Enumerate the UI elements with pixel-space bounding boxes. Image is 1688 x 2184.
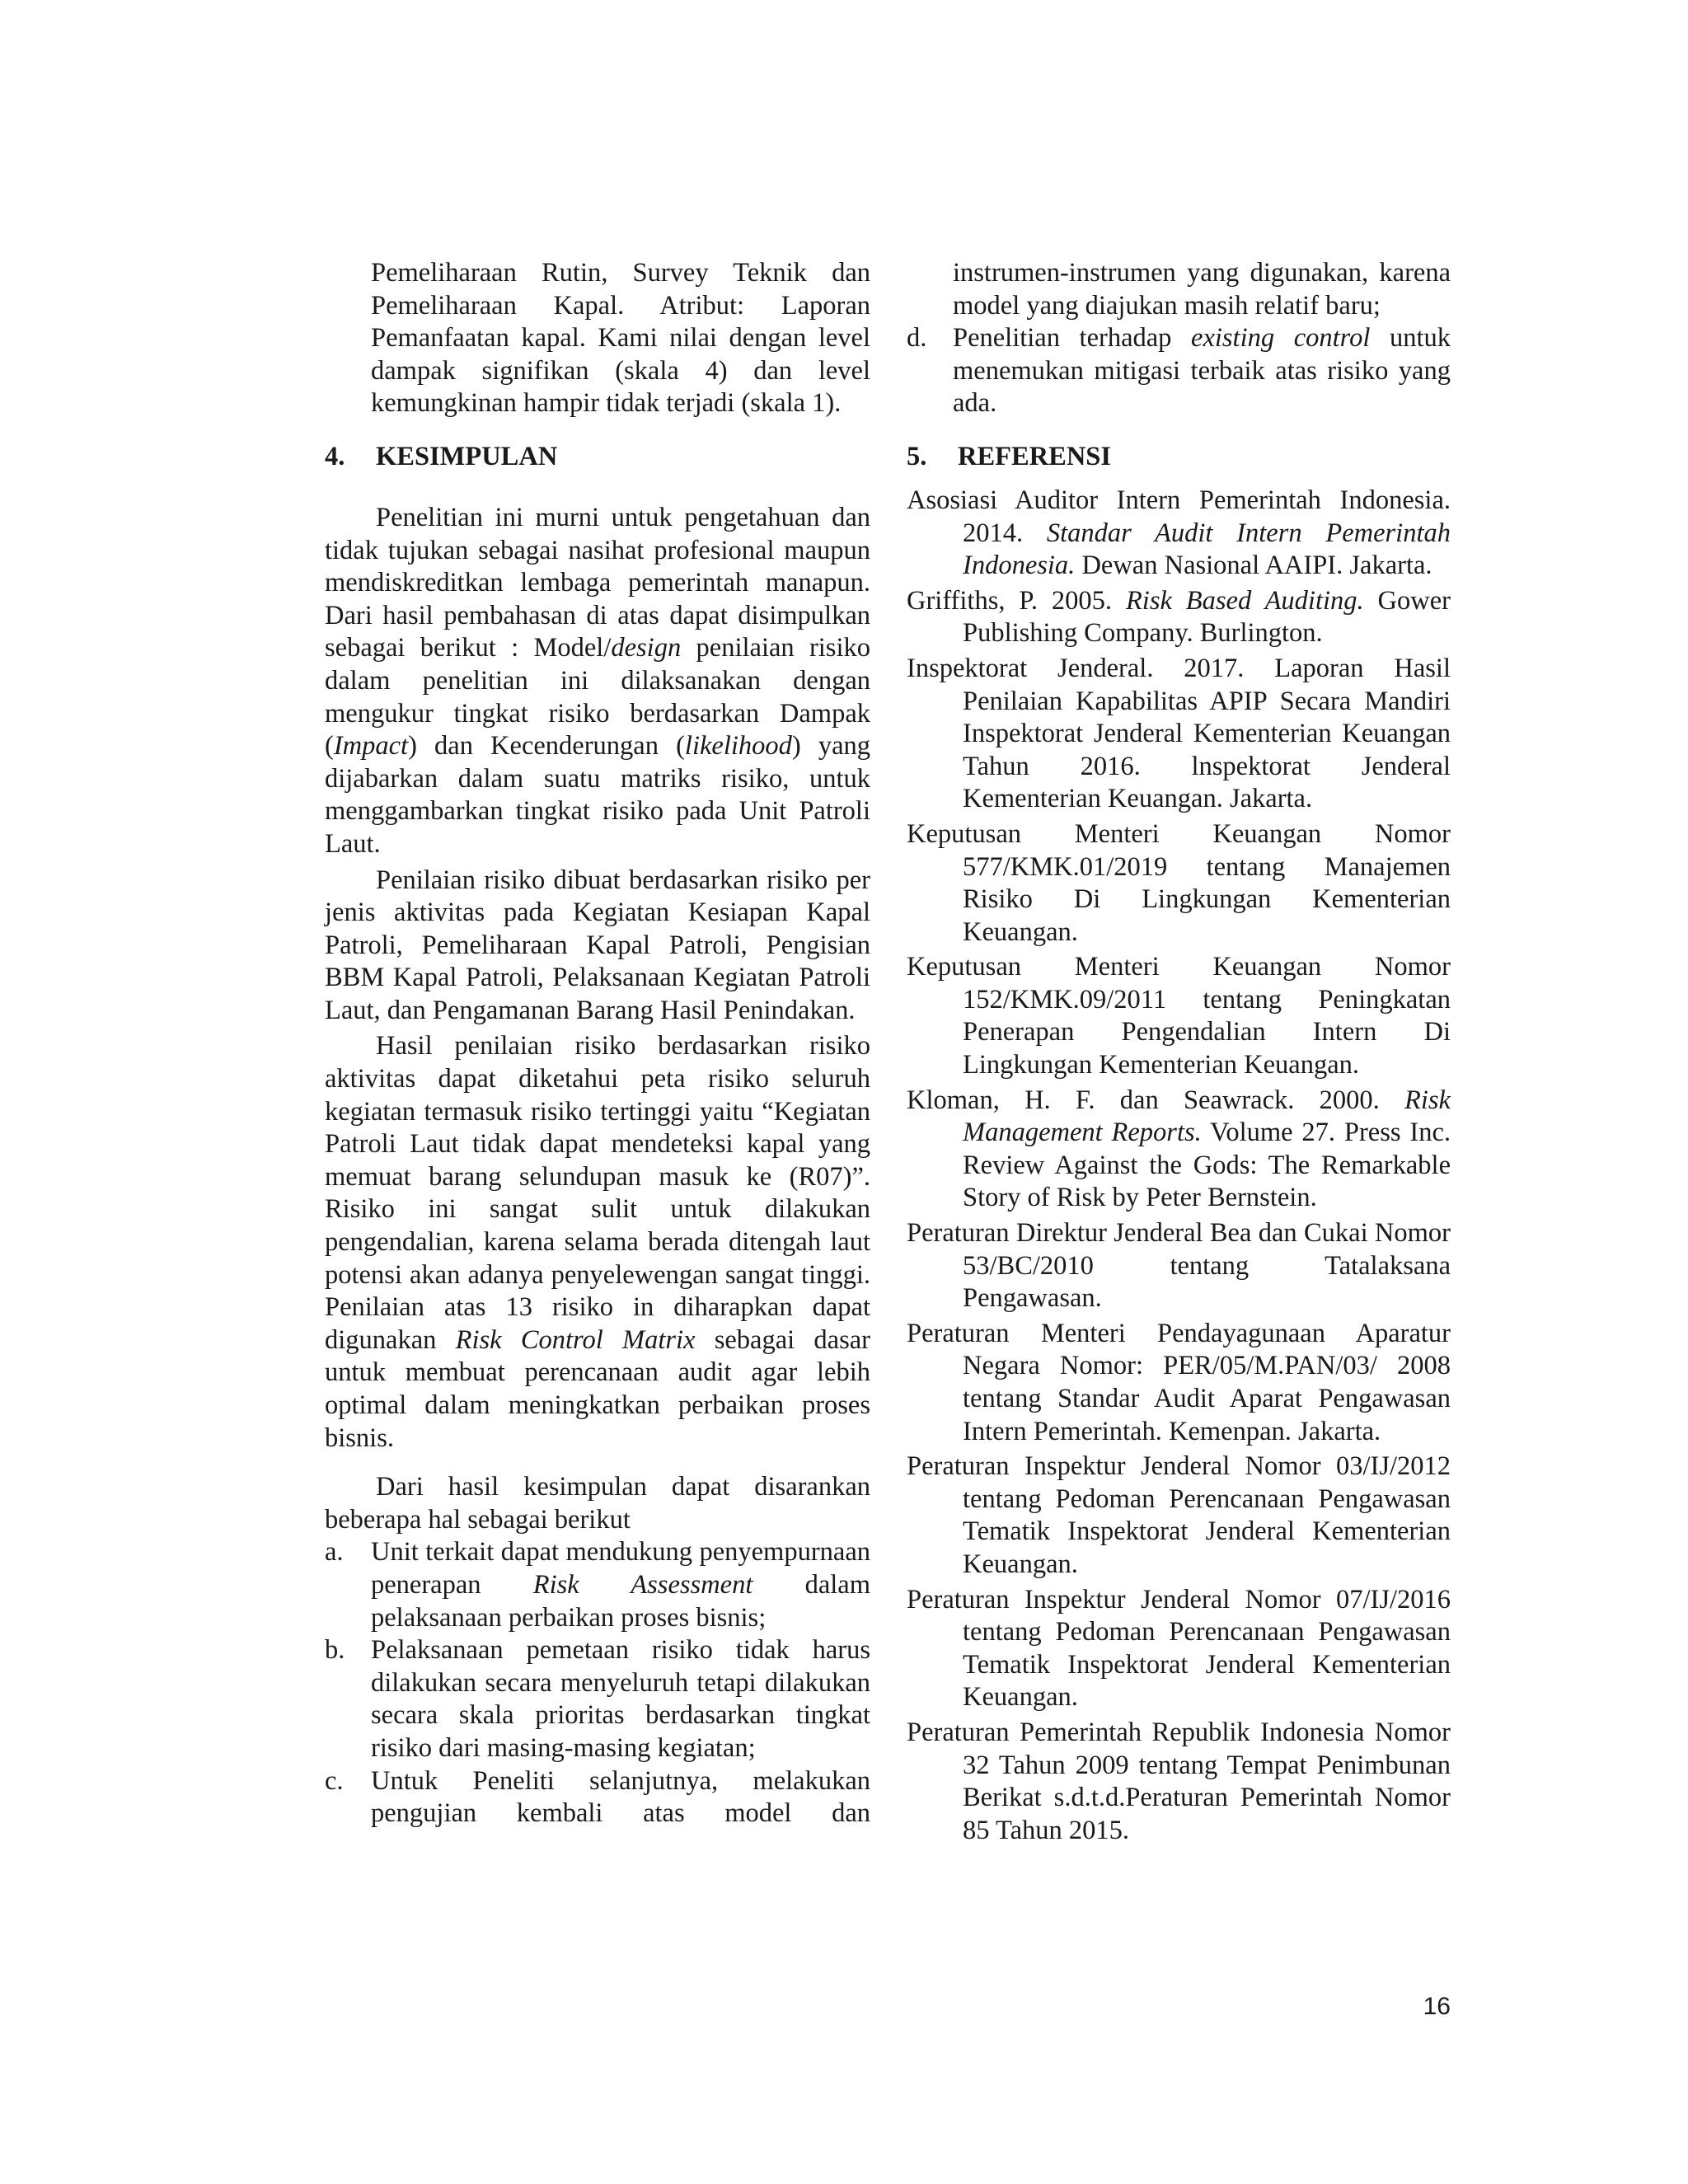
list-marker: d. [907,323,927,354]
section-title: REFERENSI [958,441,1112,471]
section-number: 4. [325,441,345,471]
section-heading-referensi [907,440,1451,473]
list-item-text: Untuk Peneliti selanjutnya, melakukan pengujian kembali atas model dan [371,1765,870,1829]
reference-entry: Kloman, H. F. dan Seawrack. 2000. Risk Management Reports. Volume 27. Press Inc. Review Against the Gods: The Remarkable Story of Risk by Peter Bernstein. [907,1085,1451,1213]
reference-entry: Peraturan Menteri Pendayagunaan Aparatur Negara Nomor: PER/05/M.PAN/03/ 2008 tentang Standar Audit Aparat Pengawasan Intern Pemerintah. Kemenpan. Jakarta. [907,1318,1451,1446]
list-marker: a. [325,1537,344,1568]
reference-entry: Asosiasi Auditor Intern Pemerintah Indonesia. 2014. Standar Audit Intern Pemerintah Indonesia. Dewan Nasional AAIPI. Jakarta. [907,485,1451,581]
list-marker: b. [325,1635,345,1666]
reference-entry: Inspektorat Jenderal. 2017. Laporan Hasil Penilaian Kapabilitas APIP Secara Mandiri Inspektorat Jenderal Kementerian Keuangan Tahun 2016. lnspektorat Jenderal Kementerian Keuangan. Jakarta. [907,653,1451,814]
section-number: 5. [907,441,927,471]
reference-entry: Keputusan Menteri Keuangan Nomor 152/KMK.09/2011 tentang Peningkatan Penerapan Pengendalian Intern Di Lingkungan Kementerian Keuangan. [907,952,1451,1080]
list-item [907,322,1451,420]
left-column [325,257,870,1830]
reference-entry: Peraturan Inspektur Jenderal Nomor 03/IJ/2012 tentang Pedoman Perencanaan Pengawasan Tematik Inspektorat Jenderal Kementerian Keuangan. [907,1451,1451,1579]
conclusion-paragraph-1: Penelitian ini murni untuk pengetahuan dan tidak tujukan sebagai nasihat profesional maupun mendiskreditkan lembaga pemerintah manapun. Dari hasil pembahasan di atas dapat disimpulkan sebagai berikut : Model/design penilaian risiko dalam penelitian ini dilaksanakan dengan mengukur tingkat risiko berdasarkan Dampak (Impact) dan Kecenderungan (likelihood) yang dijabarkan dalam suatu matriks risiko, untuk menggambarkan tingkat risiko pada Unit Patroli Laut. [325,502,871,859]
continued-paragraph: Pemeliharaan Rutin, Survey Teknik dan Pemeliharaan Kapal. Atribut: Laporan Pemanfaatan kapal. Kami nilai dengan level dampak signifikan (skala 4) dan level kemungkinan hampir tidak terjadi (skala 1). [371,258,870,419]
reference-entry: Griffiths, P. 2005. Risk Based Auditing. Gower Publishing Company. Burlington. [907,585,1451,649]
section-title: KESIMPULAN [376,441,558,471]
list-item [325,1634,870,1765]
continued-list-text: instrumen-instrumen yang digunakan, karena model yang diajukan masih relatif baru; [953,258,1451,321]
reference-entry: Keputusan Menteri Keuangan Nomor 577/KMK.01/2019 tentang Manajemen Risiko Di Lingkungan Kementerian Keuangan. [907,818,1451,947]
conclusion-paragraph-2: Penilaian risiko dibuat berdasarkan risiko per jenis aktivitas pada Kegiatan Kesiapan Kapal Patroli, Pemeliharaan Kapal Patroli, Pengisian BBM Kapal Patroli, Pelaksanaan Kegiatan Patroli Laut, dan Pengamanan Barang Hasil Penindakan. [325,865,870,1025]
list-marker: c. [325,1765,344,1796]
reference-entry: Peraturan Pemerintah Republik Indonesia Nomor 32 Tahun 2009 tentang Tempat Penimbunan Berikat s.d.t.d.Peraturan Pemerintah Nomor 85 Tahun 2015. [907,1717,1451,1845]
reference-list [907,485,1451,1847]
list-item-text: Unit terkait dapat mendukung penyempurnaan penerapan Risk Assessment dalam pelaksanaan perbaikan proses bisnis; [371,1537,870,1633]
conclusion-paragraph-3: Hasil penilaian risiko berdasarkan risiko aktivitas dapat diketahui peta risiko seluruh kegiatan termasuk risiko tertinggi yaitu “Kegiatan Patroli Laut tidak dapat mendeteksi kapal yang memuat barang selundupan masuk ke (R07)”. Risiko ini sangat sulit untuk dilakukan pengendalian, karena selama berada ditengah laut potensi akan adanya penyelewengan sangat tinggi. Penilaian atas 13 risiko in diharapkan dapat digunakan Risk Control Matrix sebagai dasar untuk membuat perencanaan audit agar lebih optimal dalam meningkatkan perbaikan proses bisnis. [325,1031,871,1453]
reference-entry: Peraturan Inspektur Jenderal Nomor 07/IJ/2016 tentang Pedoman Perencanaan Pengawasan Tematik Inspektorat Jenderal Kementerian Keuangan. [907,1584,1451,1713]
right-column [907,257,1451,1849]
list-item-text: Pelaksanaan pemetaan risiko tidak harus dilakukan secara menyeluruh tetapi dilakukan secara skala prioritas berdasarkan tingkat risiko dari masing-masing kegiatan; [371,1635,870,1763]
list-item [325,1536,870,1634]
reference-entry: Peraturan Direktur Jenderal Bea dan Cukai Nomor 53/BC/2010 tentang Tatalaksana Pengawasan. [907,1218,1451,1314]
list-item-text: Penelitian terhadap existing control untuk menemukan mitigasi terbaik atas risiko yang ada. [953,323,1451,419]
list-item [325,1765,870,1830]
page-number: 16 [1423,1993,1451,2020]
suggestion-intro: Dari hasil kesimpulan dapat disarankan beberapa hal sebagai berikut [325,1472,870,1535]
section-heading-kesimpulan [325,440,870,473]
